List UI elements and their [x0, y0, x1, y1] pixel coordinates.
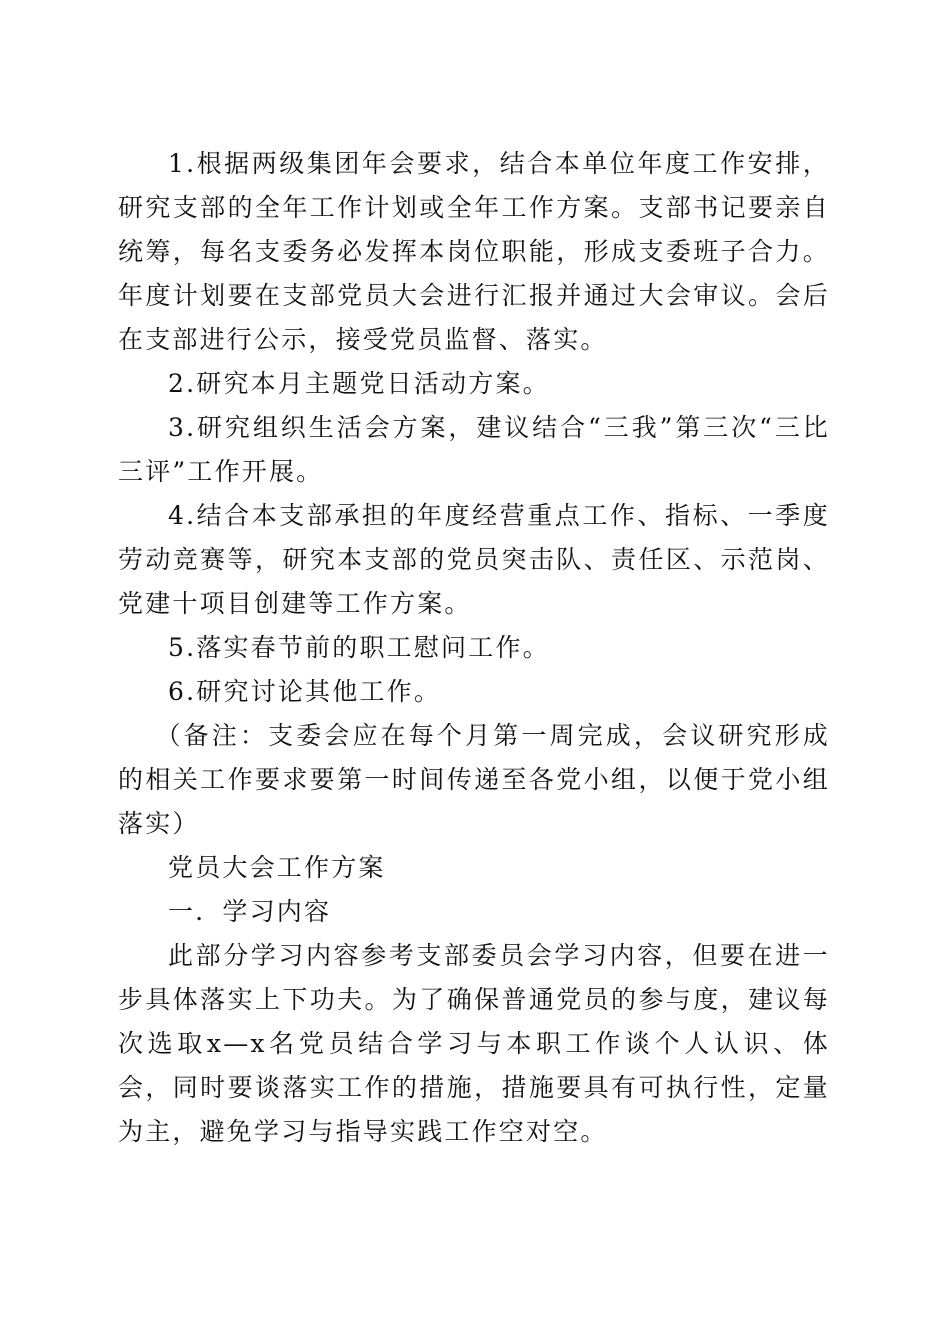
paragraph-study-content: 此部分学习内容参考支部委员会学习内容，但要在进一步具体落实上下功夫。为了确保普通党员的参与度，建议每次选取x—x名党员结合学习与本职工作谈个人认识、体会，同时要谈落实工作的措施，措施要具有可执行性，定量为主，避免学习与指导实践工作空对空。 — [118, 941, 830, 1146]
section-heading-party-congress: 党员大会工作方案 — [168, 853, 386, 882]
paragraph-annual-plan: 1.根据两级集团年会要求，结合本单位年度工作安排，研究支部的全年工作计划或全年工作方案。支部书记要亲自统筹，每名支委务必发挥本岗位职能，形成支委班子合力。年度计划要在支部党员大会进行汇报并通过大会审议。会后在支部进行公示，接受党员监督、落实。 — [118, 149, 830, 354]
paragraph-remark: （备注：支委会应在每个月第一周完成，会议研究形成的相关工作要求要第一时间传递至各党小组，以便于党小组落实） — [118, 721, 830, 838]
paragraph-key-work-plan: 4.结合本支部承担的年度经营重点工作、指标、一季度劳动竞赛等，研究本支部的党员突击队、责任区、示范岗、党建十项目创建等工作方案。 — [118, 501, 830, 618]
paragraph-theme-party-day: 2.研究本月主题党日活动方案。 — [168, 369, 550, 398]
document-body — [118, 142, 830, 1154]
subheading-study-content: 一．学习内容 — [168, 897, 332, 926]
paragraph-other-work: 6.研究讨论其他工作。 — [168, 677, 442, 706]
paragraph-spring-festival-visit: 5.落实春节前的职工慰问工作。 — [168, 633, 550, 662]
paragraph-organization-life-meeting: 3.研究组织生活会方案，建议结合“三我”第三次“三比三评”工作开展。 — [118, 413, 830, 486]
